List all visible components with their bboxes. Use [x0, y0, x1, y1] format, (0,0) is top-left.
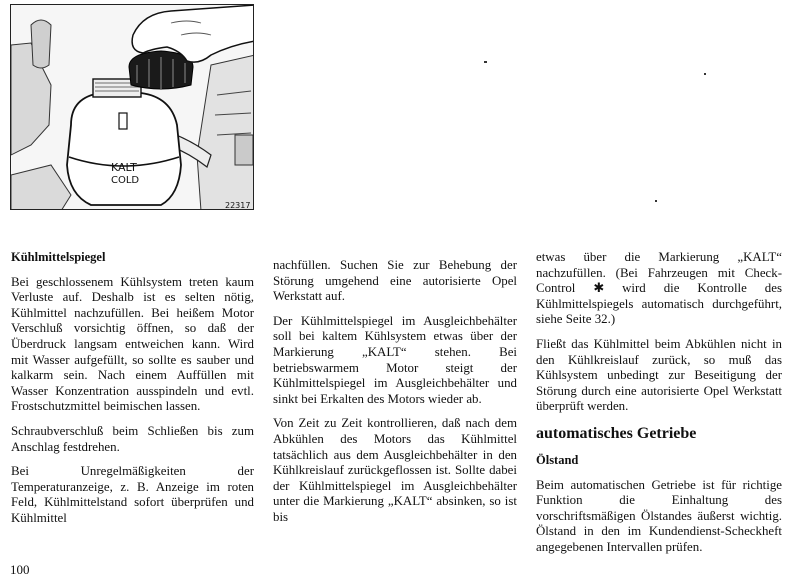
paragraph: Von Zeit zu Zeit kontrollieren, daß nach dem Abkühlen des Motors das Kühlmittel tatsächlich aus dem Ausgleichbehälter in den Kühlkreislauf zurückgeflossen ist. Sollte dabei der Kühlmittelspiegel im Ausgleichbehälter unter die Markierung „KALT“ absinken, so ist bis: [273, 416, 517, 524]
paragraph: Der Kühlmittelspiegel im Ausgleichbehälter soll bei kaltem Kühlsystem etwas über der Markierung „KALT“ stehen. Bei betriebswarmem Motor steigt der Kühlmittelspiegel im Ausgleichbehälter und sinkt bei Erkalten des Motors wieder ab.: [273, 313, 517, 406]
text-column-3: [536, 250, 782, 565]
coolant-tank-drawing: [11, 5, 254, 210]
scan-speck: [655, 200, 657, 202]
paragraph: Bei Unregelmäßigkeiten der Temperaturanzeige, z. B. Anzeige im roten Feld, Kühlmittelstand sofort überprüfen und Kühlmittel: [11, 464, 254, 525]
text-column-1: [11, 250, 254, 536]
tank-label-cold: COLD: [111, 175, 140, 186]
scan-speck: [704, 73, 706, 75]
text-column-2: [273, 258, 517, 535]
paragraph: Bei geschlossenem Kühlsystem treten kaum Verluste auf. Deshalb ist es selten nötig, Kühlmittel nachzufüllen. Bei heißem Motor Verschluß vorsichtig öffnen, so daß der Überdruck langsam entweichen kann. Wird mit Wasser aufgefüllt, so sollte es sauber und kalkarm sein. Nach einem Auffüllen mit Wasser Konzentration ausspindeln und evtl. Frostschutzmittel beimischen lassen.: [11, 274, 254, 414]
tank-label-kalt: KALT: [111, 161, 137, 174]
subheading-oil-level: Ölstand: [536, 452, 579, 467]
paragraph: nachfüllen. Suchen Sie zur Behebung der Störung umgehend eine autorisierte Opel Werkstatt auf.: [273, 258, 517, 304]
section-heading-coolant: Kühlmittelspiegel: [11, 250, 106, 264]
section-heading-automatic-transmission: automatisches Getriebe: [536, 424, 697, 442]
paragraph: etwas über die Markierung „KALT“ nachzufüllen. (Bei Fahrzeugen mit Check-Control ✱ wird die Kontrolle des Kühlmittelspiegels automatisch durchgeführt, siehe Seite 32.): [536, 250, 782, 327]
figure-number: 22317: [225, 201, 251, 210]
paragraph: Beim automatischen Getriebe ist für richtige Funktion die Einhaltung des vorschriftsmäßigen Ölstandes äußerst wichtig. Ölstand in den im Kundendienst-Scheckheft angegebenen Intervallen prüfen.: [536, 477, 782, 554]
page-number: 100: [10, 562, 30, 577]
scan-speck: [484, 61, 487, 63]
paragraph: Fließt das Kühlmittel beim Abkühlen nicht in den Kühlkreislauf zurück, so muß das Kühlsystem unbedingt zur Beseitigung der Störung durch eine autorisierte Opel Werkstatt überprüft werden.: [536, 336, 782, 414]
coolant-tank-illustration: [10, 4, 254, 210]
paragraph: Schraubverschluß beim Schließen bis zum Anschlag festdrehen.: [11, 423, 254, 454]
